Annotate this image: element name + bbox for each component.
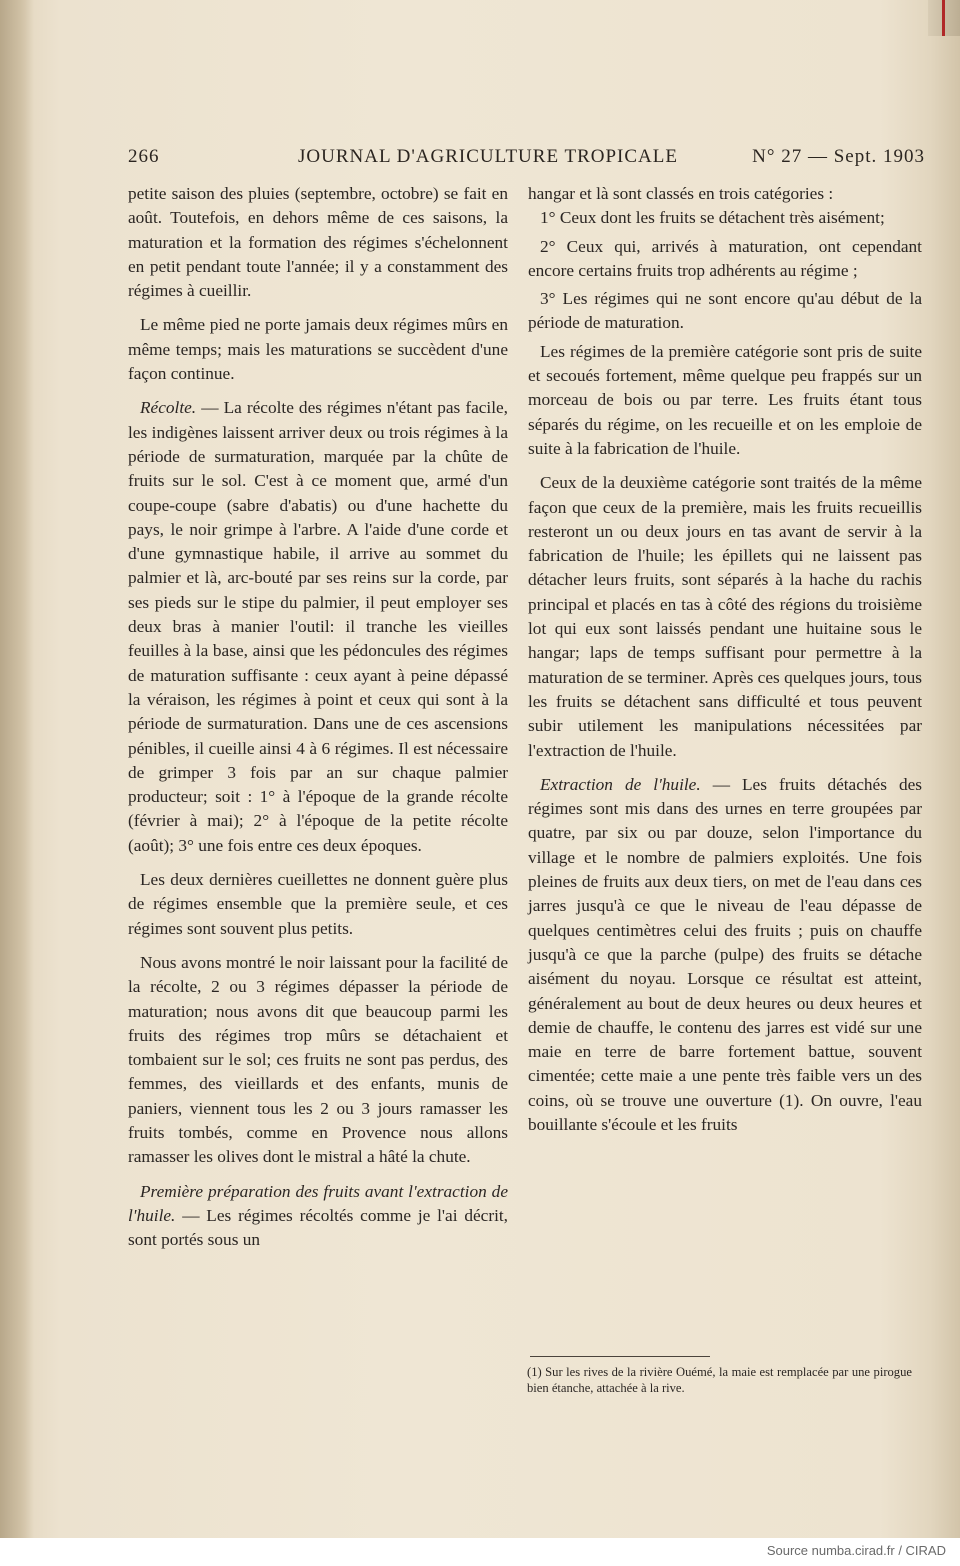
issue-date: N° 27 — Sept. 1903 <box>752 146 925 167</box>
running-header <box>128 146 925 174</box>
paragraph: Les régimes de la première catégorie sont pris de suite et secoués fortement, même quelque peu frappés sur un morceau de bois ou par terre. Les fruits étant tous séparés du régime, on les recueille et on les emploie de suite à la fabrication de l'huile. <box>528 341 922 458</box>
paragraph: Les deux dernières cueillettes ne donnent guère plus de régimes ensemble que la première seule, et ces régimes sont souvent plus petits. <box>128 870 508 938</box>
source-credit: Source numba.cirad.fr / CIRAD <box>766 1543 946 1558</box>
list-item: 1° Ceux dont les fruits se détachent très aisément; <box>540 208 885 228</box>
right-column <box>528 182 922 1137</box>
section-heading: Première préparation des fruits avant l'extraction de l'huile. <box>128 1181 508 1225</box>
paragraph: Ceux de la deuxième catégorie sont traités de la même façon que ceux de la première, mais les fruits recueillis resteront un ou deux jours en tas avant de servir à la fabrication de l'huile; les épillets qui ne laissent pas détacher leurs fruits, sont séparés à la hache du rachis principal et placés en tas à côté des régions du troisième lot qui eux sont laissés pendant une huitaine sous le hangar; laps de temps suffisant pour permettre à la maturation de se terminer. Après ces quelques jours, tous les fruits se détachent sans difficulté et tous peuvent subir utilement les manipulations nécessitées par l'extraction de l'huile. <box>528 473 922 760</box>
paragraph: petite saison des pluies (septembre, octobre) se fait en août. Toutefois, en dehors même de ces saisons, la maturation et la formation des régimes s'échelonnent en petit pendant toute l'année; il y a constamment des régimes à cueillir. <box>128 184 508 301</box>
section-heading: Extraction de l'huile. <box>540 774 701 794</box>
list-item: 3° Les régimes qui ne sont encore qu'au début de la période de maturation. <box>528 289 922 333</box>
paragraph: Le même pied ne porte jamais deux régimes mûrs en même temps; mais les maturations se succèdent d'une façon continue. <box>128 315 508 384</box>
paragraph: Première préparation des fruits avant l'extraction de l'huile. — Les régimes récoltés comme je l'ai décrit, sont portés sous un <box>128 1181 508 1250</box>
paragraph: Extraction de l'huile. — Les fruits détachés des régimes sont mis dans des urnes en terre groupées par quatre, par six ou par douze, selon l'importance du village et le nombre de palmiers exploités. Une fois pleines de fruits aux deux tiers, on met de l'eau dans ces jarres jusqu'à ce que le niveau de l'eau dépasse de quelques centimètres celui des fruits ; puis on chauffe jusqu'à ce que la parche (pulpe) des fruits se détache aisément du noyau. Lorsque ce résultat est atteint, généralement au bout de deux heures ou deux heures et demie de chauffe, le contenu des jarres est vidé sur une maie en terre de barre fortement battue, souvent cimentée; cette maie a une pente très faible vers un des coins, où se trouve une ouverture (1). On ouvre, l'eau bouillante s'écoule et les fruits <box>528 774 922 1134</box>
list-item: 2° Ceux qui, arrivés à maturation, ont cependant encore certains fruits trop adhérents au régime ; <box>528 236 922 280</box>
footnote-rule <box>530 1356 710 1357</box>
journal-title: JOURNAL D'AGRICULTURE TROPICALE <box>298 146 678 167</box>
paragraph: Nous avons montré le noir laissant pour la facilité de la récolte, 2 ou 3 régimes dépasser la période de maturation; nous avons dit que beaucoup parmi les fruits des régimes trop mûrs se détachaient et tombaient sur le sol; ces fruits ne sont pas perdus, des femmes, des vieillards et des enfants, munis de paniers, viennent tous les 2 ou 3 jours ramasser les fruits tombés, comme en Provence nous allons ramasser les olives dont le mistral a hâté la chute. <box>128 952 508 1167</box>
footnote: (1) Sur les rives de la rivière Ouémé, la maie est remplacée par une pirogue bien étanche, attachée à la rive. <box>527 1365 912 1395</box>
paragraph: hangar et là sont classés en trois catégories : <box>528 184 834 203</box>
section-heading: Récolte. <box>140 398 197 418</box>
page-number: 266 <box>128 146 160 167</box>
left-column <box>128 182 508 1252</box>
page-edge-tab <box>928 0 960 36</box>
paragraph: Récolte. — La récolte des régimes n'étant pas facile, les indigènes laissent arriver deux ou trois régimes à la période de surmaturation, marquée par la chûte de fruits sur le sol. C'est à ce moment que, armé d'un coupe-coupe (sabre d'abatis) ou d'une hachette du pays, le noir grimpe à l'arbre. A l'aide d'une corde et d'une gymnastique habile, il arrive au sommet du palmier et là, arc-bouté par ses reins sur la corde, par ses pieds sur le stipe du palmier, il peut employer ses deux bras à manier l'outil: il tranche les vieilles feuilles à la base, ainsi que les pédoncules des régimes de maturation suffisante : ceux ayant à peine dépassé la véraison, les régimes à point et ceux qui sont à la période de surmaturation. Dans une de ces ascensions pénibles, il cueille ainsi 4 à 6 régimes. Il est nécessaire de grimper 3 fois par an sur chaque palmier producteur; soit : 1° à l'époque de la grande récolte (février à mai); 2° à l'époque de la petite récolte (août); 3° une fois entre ces deux époques. <box>128 398 509 855</box>
book-spine-shadow <box>0 0 34 1538</box>
